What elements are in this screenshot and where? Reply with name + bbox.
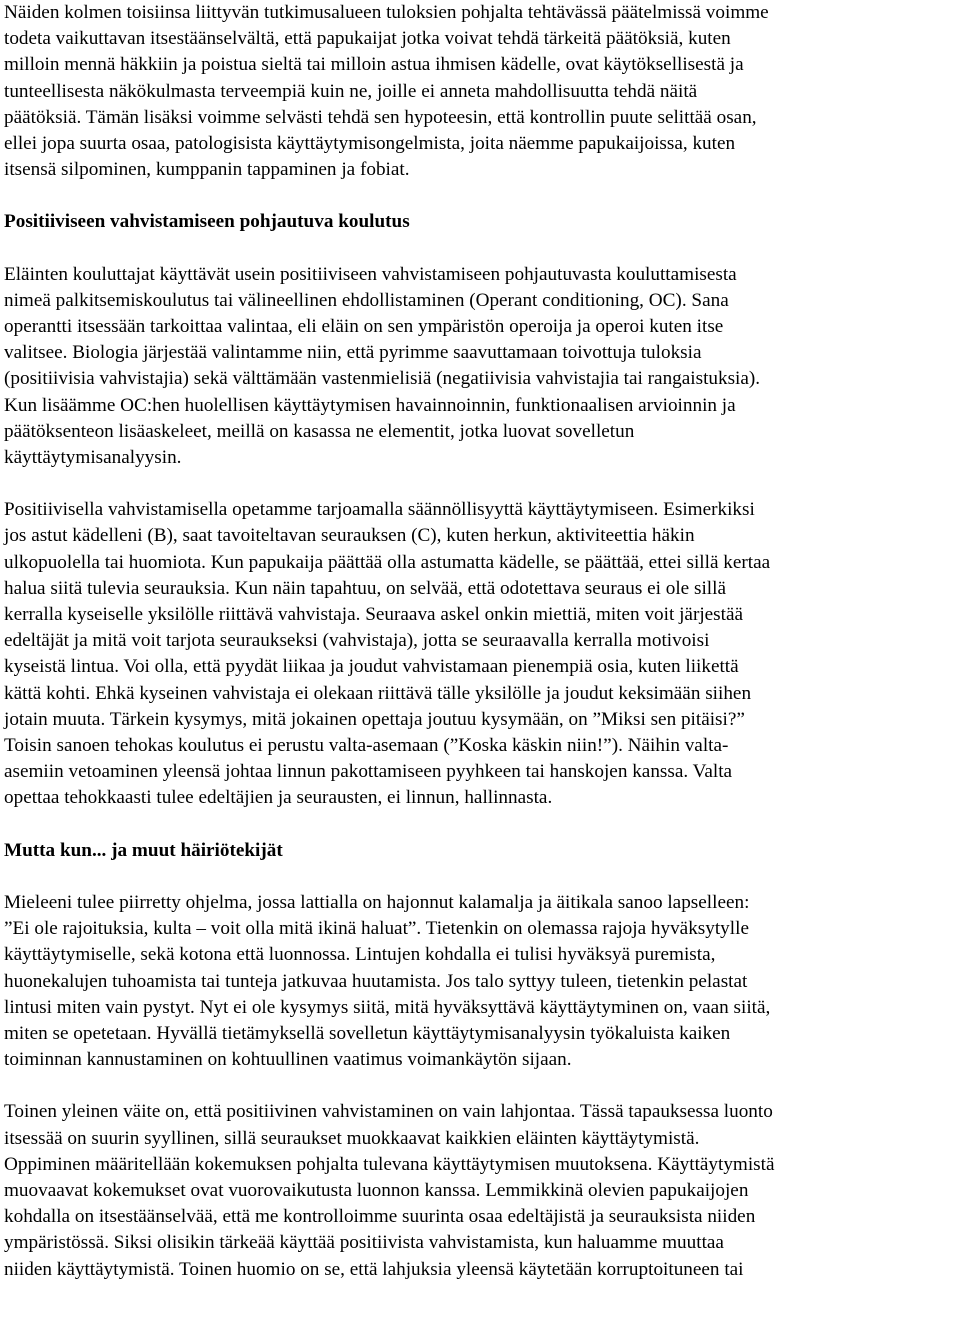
text-line: toiminnan kannustaminen on kohtuullinen vaatimus voimankäytön sijaan.: [4, 1049, 572, 1071]
text-line: itsensä silpominen, kumppanin tappaminen ja fobiat.: [4, 159, 410, 181]
text-line: ellei jopa suurta osaa, patologisista käyttäytymisongelmista, joita näemme papukaijoissa, kuten: [4, 133, 736, 155]
paragraph-operant-conditioning: [4, 262, 956, 472]
text-line: (positiivisia vahvistajia) sekä välttämään vastenmielisiä (negatiivisia vahvistajia tai rangaistuksia).: [4, 368, 761, 390]
text-line: lintusi miten vain pystyt. Nyt ei ole kysymys siitä, mitä hyväksyttävä käyttäytyminen on, vaan siitä,: [4, 996, 771, 1018]
section-heading-positive-reinforcement: Positiiviseen vahvistamiseen pohjautuva koulutus: [4, 211, 410, 233]
paragraph-bribery: [4, 1099, 956, 1282]
text-line: edeltäjät ja mitä voit tarjota seuraukseksi (vahvistaja), jotta se seuraavalla kerralla motivoisi: [4, 630, 710, 652]
text-line: jotain muuta. Tärkein kysymys, mitä jokainen opettaja joutuu kysymään, on ”Miksi sen pitäisi?”: [4, 708, 745, 730]
text-line: itsessää on suurin syyllinen, sillä seuraukset muokkaavat kaikkien eläinten käyttäytymistä.: [4, 1127, 700, 1149]
paragraph-regularity: [4, 497, 956, 811]
text-line: milloin mennä häkkiin ja poistua sieltä tai milloin astua ihmisen kädelle, ovat käytöksellisestä ja: [4, 54, 744, 76]
document-page: [4, 0, 956, 1309]
text-line: Oppiminen määritellään kokemuksen pohjalta tulevana käyttäytymisen muutoksena. Käyttäytymistä: [4, 1153, 775, 1175]
text-line: käyttäytymiselle, sekä kotona että luonnossa. Lintujen kohdalla ei tulisi hyväksyä puremista,: [4, 944, 716, 966]
text-line: valitsee. Biologia järjestää valintamme niin, että pyrimme saavuttamaan toivottuja tuloksia: [4, 342, 702, 364]
text-line: päätöksiä. Tämän lisäksi voimme selvästi tehdä sen hypoteesin, että kontrollin puute selittää osan,: [4, 106, 757, 128]
text-line: ympäristössä. Siksi olisikin tärkeää käyttää positiivista vahvistamista, kun haluamme muuttaa: [4, 1232, 724, 1254]
text-line: nimeä palkitsemiskoulutus tai välineellinen ehdollistaminen (Operant conditioning, OC). Sana: [4, 289, 729, 311]
text-line: Positiivisella vahvistamisella opetamme tarjoamalla säännöllisyyttä käyttäytymiseen. Esimerkiksi: [4, 499, 755, 521]
text-line: halua siitä tulevia seurauksia. Kun näin tapahtuu, on selvää, että odotettava seuraus ei ole sillä: [4, 577, 726, 599]
text-line: kättä kohti. Ehkä kyseinen vahvistaja ei olekaan riittävä tälle yksilölle ja joudut keksimään siihen: [4, 682, 752, 704]
text-line: operantti itsessään tarkoittaa valintaa, eli eläin on sen ympäristön operoija ja operoi kuten itse: [4, 316, 724, 338]
text-line: Toisin sanoen tehokas koulutus ei perustu valta-asemaan (”Koska käskin niin!”). Näihin valta-: [4, 735, 729, 757]
text-line: kohdalla on itsestäänselvää, että me kontrolloimme suurinta osaa edeltäjistä ja seurauksista niiden: [4, 1206, 756, 1228]
paragraph-cartoon: [4, 890, 956, 1073]
text-line: todeta vaikuttavan itsestäänselvältä, että papukaijat jotka voivat tehdä tärkeitä päätöksiä, kuten: [4, 28, 731, 50]
section-heading-distractions: Mutta kun... ja muut häiriötekijät: [4, 839, 283, 861]
text-line: opettaa tehokkaasti tulee edeltäjien ja seurausten, ei linnun, hallinnasta.: [4, 787, 553, 809]
text-line: Kun lisäämme OC:hen huolellisen käyttäytymisen havainnoinnin, funktionaalisen arvioinnin ja: [4, 394, 736, 416]
text-line: kyseistä lintua. Voi olla, että pyydät liikaa ja joudut vahvistamaan pienempiä osia, kuten liikettä: [4, 656, 739, 678]
text-line: Mieleeni tulee piirretty ohjelma, jossa lattialla on hajonnut kalamalja ja äitikala sanoo lapselleen:: [4, 891, 750, 913]
text-line: jos astut kädelleni (B), saat tavoiteltavan seurauksen (C), kuten herkun, aktiviteettia häkin: [4, 525, 695, 547]
text-line: asemiin vetoaminen yleensä johtaa linnun pakottamiseen pyyhkeen tai hanskojen kanssa. Valta: [4, 761, 733, 783]
text-line: Toinen yleinen väite on, että positiivinen vahvistaminen on vain lahjontaa. Tässä tapauksessa luonto: [4, 1101, 773, 1123]
text-line: ”Ei ole rajoituksia, kulta – voit olla mitä ikinä haluat”. Tietenkin on olemassa rajoja hyväksytylle: [4, 918, 749, 940]
text-line: päätöksenteon lisäaskeleet, meillä on kasassa ne elementit, jotka luovat sovelletun: [4, 420, 635, 442]
text-line: tunteellisesta näkökulmasta terveempiä kuin ne, joille ei anneta mahdollisuutta tehdä näitä: [4, 80, 698, 102]
text-line: muovaavat kokemukset ovat vuorovaikutusta luonnon kanssa. Lemmikkinä olevien papukaijojen: [4, 1179, 749, 1201]
text-line: Eläinten kouluttajat käyttävät usein positiiviseen vahvistamiseen pohjautuvasta kouluttamisesta: [4, 263, 737, 285]
text-line: käyttäytymisanalyysin.: [4, 447, 182, 469]
paragraph-conclusions: [4, 0, 956, 183]
text-line: ulkopuolella tai huomiota. Kun papukaija päättää olla astumatta kädelle, se päättää, ettei sillä kertaa: [4, 551, 771, 573]
text-line: miten se opetetaan. Hyvällä tietämyksellä sovelletun käyttäytymisanalyysin työkaluista kaiken: [4, 1022, 731, 1044]
text-line: huonekalujen tuhoamista tai tunteja jatkuvaa huutamista. Jos talo syttyy tuleen, tietenkin pelastat: [4, 970, 748, 992]
text-line: kerralla kyseiselle yksilölle riittävä vahvistaja. Seuraava askel onkin miettiä, miten voit järjestää: [4, 604, 744, 626]
text-line: Näiden kolmen toisiinsa liittyvän tutkimusalueen tuloksien pohjalta tehtävässä päätelmissä voimme: [4, 2, 769, 23]
text-line: niiden käyttäytymistä. Toinen huomio on se, että lahjuksia yleensä käytetään korruptoituneen tai: [4, 1258, 744, 1280]
